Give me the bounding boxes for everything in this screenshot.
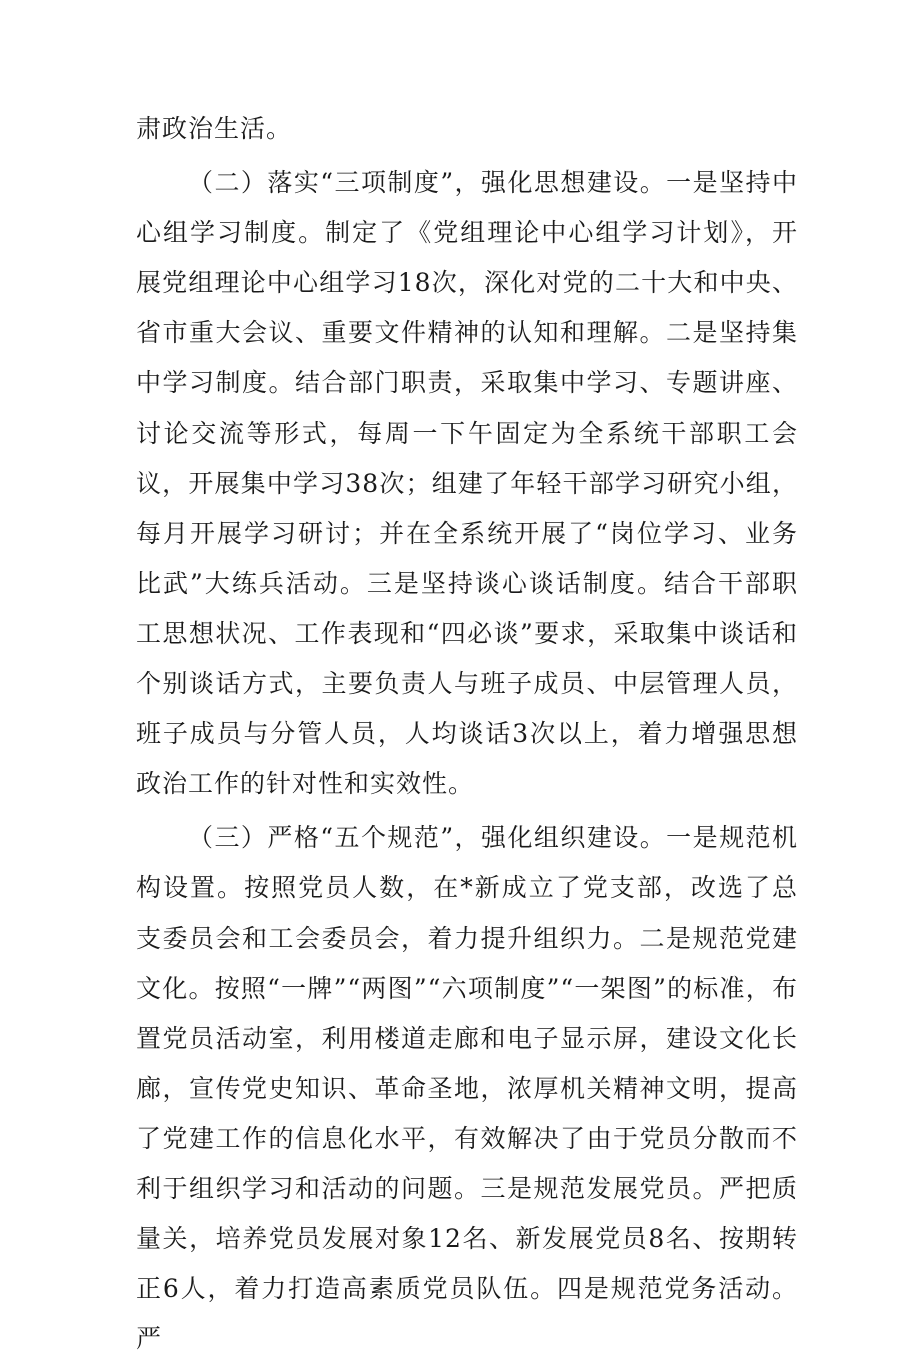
paragraph-three-systems: （二）落实“三项制度”，强化思想建设。一是坚持中心组学习制度。制定了《党组理论中心组学习计划》，开展党组理论中心组学习18次，深化对党的二十大和中央、省市重大会议、重要文件精神的认知和理解。二是坚持集中学习制度。结合部门职责，采取集中学习、专题讲座、讨论交流等形式，每周一下午固定为全系统干部职工会议，开展集中学习38次；组建了年轻干部学习研究小组，每月开展学习研讨；并在全系统开展了“岗位学习、业务比武”大练兵活动。三是坚持谈心谈话制度。结合干部职工思想状况、工作表现和“四必谈”要求，采取集中谈话和个别谈话方式，主要负责人与班子成员、中层管理人员，班子成员与分管人员，人均谈话3次以上，着力增强思想政治工作的针对性和实效性。 <box>136 168 798 799</box>
paragraph-five-norms: （三）严格“五个规范”，强化组织建设。一是规范机构设置。按照党员人数，在*新成立了党支部，改选了总支委员会和工会委员会，着力提升组织力。二是规范党建文化。按照“一牌”“两图”“六项制度”“一架图”的标准，布置党员活动室，利用楼道走廊和电子显示屏，建设文化长廊，宣传党史知识、革命圣地，浓厚机关精神文明，提高了党建工作的信息化水平，有效解决了由于党员分散而不利于组织学习和活动的问题。三是规范发展党员。严把质量关，培养党员发展对象12名、新发展党员8名、按期转正6人，着力打造高素质党员队伍。四是规范党务活动。严 <box>136 823 798 1354</box>
document-body <box>136 104 798 1364</box>
paragraph-continuation: 肃政治生活。 <box>136 114 293 143</box>
